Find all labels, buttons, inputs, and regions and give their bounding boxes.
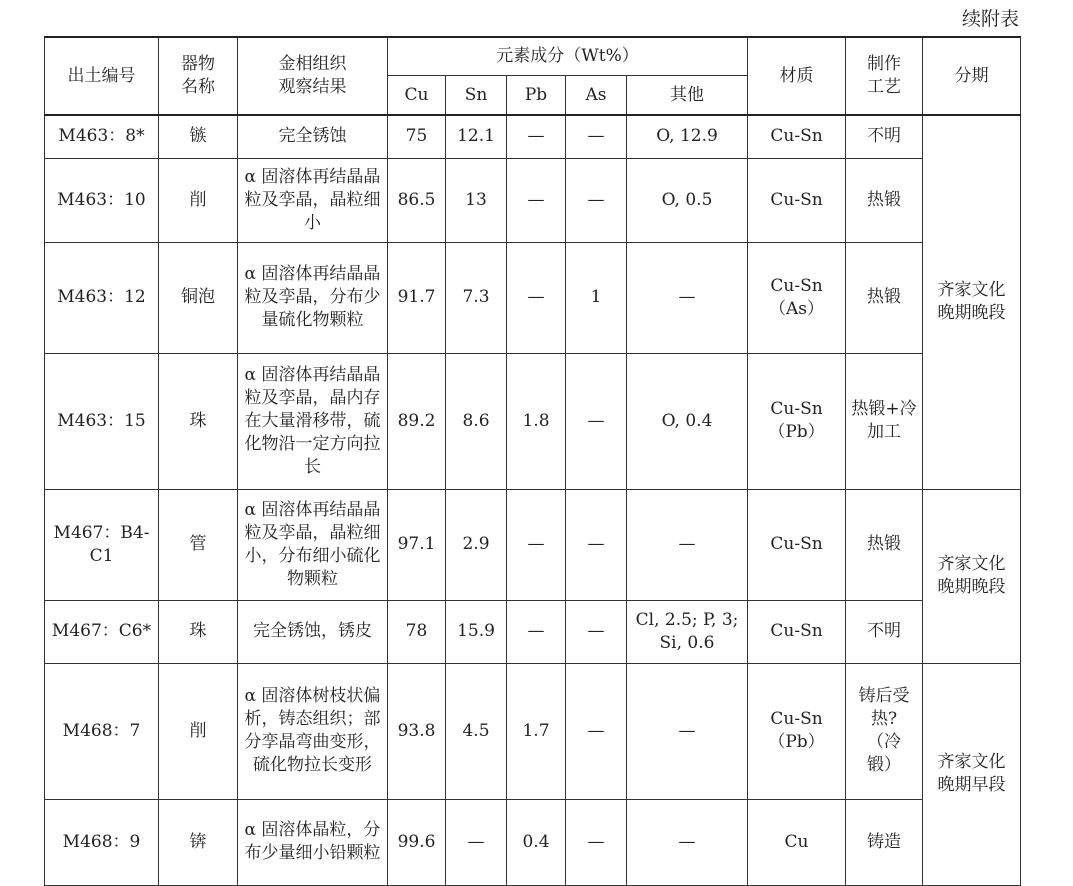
cell-micro: α 固溶体树枝状偏析，铸态组织；部分孪晶弯曲变形，硫化物拉长变形 [238,663,388,799]
cell-cu: 99.6 [388,799,446,885]
cell-material: Cu-Sn（Pb） [748,663,846,799]
cell-id: M463：10 [45,158,159,242]
cell-other: Cl, 2.5; P, 3; Si, 0.6 [627,600,748,663]
cell-name: 珠 [159,353,238,489]
header-other: 其他 [627,76,748,116]
cell-cu: 93.8 [388,663,446,799]
header-material: 材质 [748,37,846,115]
header-craft: 制作工艺 [846,37,923,115]
table-row [45,242,1021,353]
cell-pb: 0.4 [507,799,566,885]
cell-name: 镞 [159,115,238,158]
cell-sn: 2.9 [446,489,507,600]
cell-craft: 铸造 [846,799,923,885]
table-row [45,663,1021,799]
cell-id: M468：7 [45,663,159,799]
cell-pb: — [507,600,566,663]
table-row [45,158,1021,242]
cell-name: 铜泡 [159,242,238,353]
cell-craft: 热锻 [846,158,923,242]
header-period: 分期 [923,37,1021,115]
cell-micro: α 固溶体再结晶晶粒及孪晶，分布少量硫化物颗粒 [238,242,388,353]
table-row [45,600,1021,663]
cell-id: M467：B4-C1 [45,489,159,600]
cell-sn: 8.6 [446,353,507,489]
cell-sn: 13 [446,158,507,242]
cell-micro: 完全锈蚀 [238,115,388,158]
cell-sn: 7.3 [446,242,507,353]
cell-material: Cu-Sn [748,489,846,600]
cell-other: — [627,242,748,353]
cell-as: — [566,115,627,158]
cell-period: 齐家文化晚期晚段 [923,115,1021,489]
header-elements: 元素成分（Wt%） [388,37,748,76]
cell-micro: α 固溶体再结晶晶粒及孪晶，晶粒细小 [238,158,388,242]
cell-craft: 热锻+冷加工 [846,353,923,489]
cell-as: — [566,158,627,242]
cell-name: 削 [159,663,238,799]
cell-cu: 75 [388,115,446,158]
cell-other: — [627,663,748,799]
cell-cu: 91.7 [388,242,446,353]
table-caption: 续附表 [961,8,1019,30]
header-micro: 金相组织观察结果 [238,37,388,115]
cell-craft: 铸后受热?（冷锻） [846,663,923,799]
cell-cu: 97.1 [388,489,446,600]
cell-name: 管 [159,489,238,600]
cell-pb: 1.8 [507,353,566,489]
cell-as: 1 [566,242,627,353]
cell-micro: α 固溶体再结晶晶粒及孪晶，晶粒细小，分布细小硫化物颗粒 [238,489,388,600]
header-id: 出土编号 [45,37,159,115]
cell-other: O, 0.4 [627,353,748,489]
cell-micro: α 固溶体晶粒，分布少量细小铅颗粒 [238,799,388,885]
cell-pb: — [507,489,566,600]
cell-as: — [566,663,627,799]
cell-as: — [566,353,627,489]
header-name: 器物名称 [159,37,238,115]
analysis-table [44,36,1021,886]
cell-sn: 12.1 [446,115,507,158]
cell-as: — [566,799,627,885]
cell-period: 齐家文化晚期早段 [923,663,1021,885]
cell-micro: α 固溶体再结晶晶粒及孪晶，晶内存在大量滑移带，硫化物沿一定方向拉长 [238,353,388,489]
cell-id: M463：15 [45,353,159,489]
cell-id: M468：9 [45,799,159,885]
cell-material: Cu-Sn（Pb） [748,353,846,489]
cell-micro: 完全锈蚀，锈皮 [238,600,388,663]
header-pb: Pb [507,76,566,116]
cell-material: Cu-Sn [748,600,846,663]
cell-id: M467：C6* [45,600,159,663]
cell-material: Cu-Sn [748,158,846,242]
cell-pb: 1.7 [507,663,566,799]
cell-name: 珠 [159,600,238,663]
cell-other: — [627,799,748,885]
table-row [45,489,1021,600]
cell-id: M463：12 [45,242,159,353]
cell-sn: 15.9 [446,600,507,663]
cell-pb: — [507,115,566,158]
cell-cu: 89.2 [388,353,446,489]
header-as: As [566,76,627,116]
cell-name: 锛 [159,799,238,885]
cell-period: 齐家文化晚期晚段 [923,489,1021,663]
cell-craft: 不明 [846,115,923,158]
cell-material: Cu [748,799,846,885]
cell-sn: — [446,799,507,885]
table-row [45,115,1021,158]
cell-craft: 热锻 [846,489,923,600]
cell-id: M463：8* [45,115,159,158]
cell-material: Cu-Sn（As） [748,242,846,353]
cell-pb: — [507,158,566,242]
cell-other: — [627,489,748,600]
table-row [45,353,1021,489]
header-cu: Cu [388,76,446,116]
cell-other: O, 12.9 [627,115,748,158]
cell-cu: 86.5 [388,158,446,242]
cell-sn: 4.5 [446,663,507,799]
cell-name: 削 [159,158,238,242]
header-sn: Sn [446,76,507,116]
cell-craft: 不明 [846,600,923,663]
cell-material: Cu-Sn [748,115,846,158]
cell-craft: 热锻 [846,242,923,353]
cell-other: O, 0.5 [627,158,748,242]
cell-pb: — [507,242,566,353]
table-row [45,799,1021,885]
cell-as: — [566,600,627,663]
cell-cu: 78 [388,600,446,663]
cell-as: — [566,489,627,600]
